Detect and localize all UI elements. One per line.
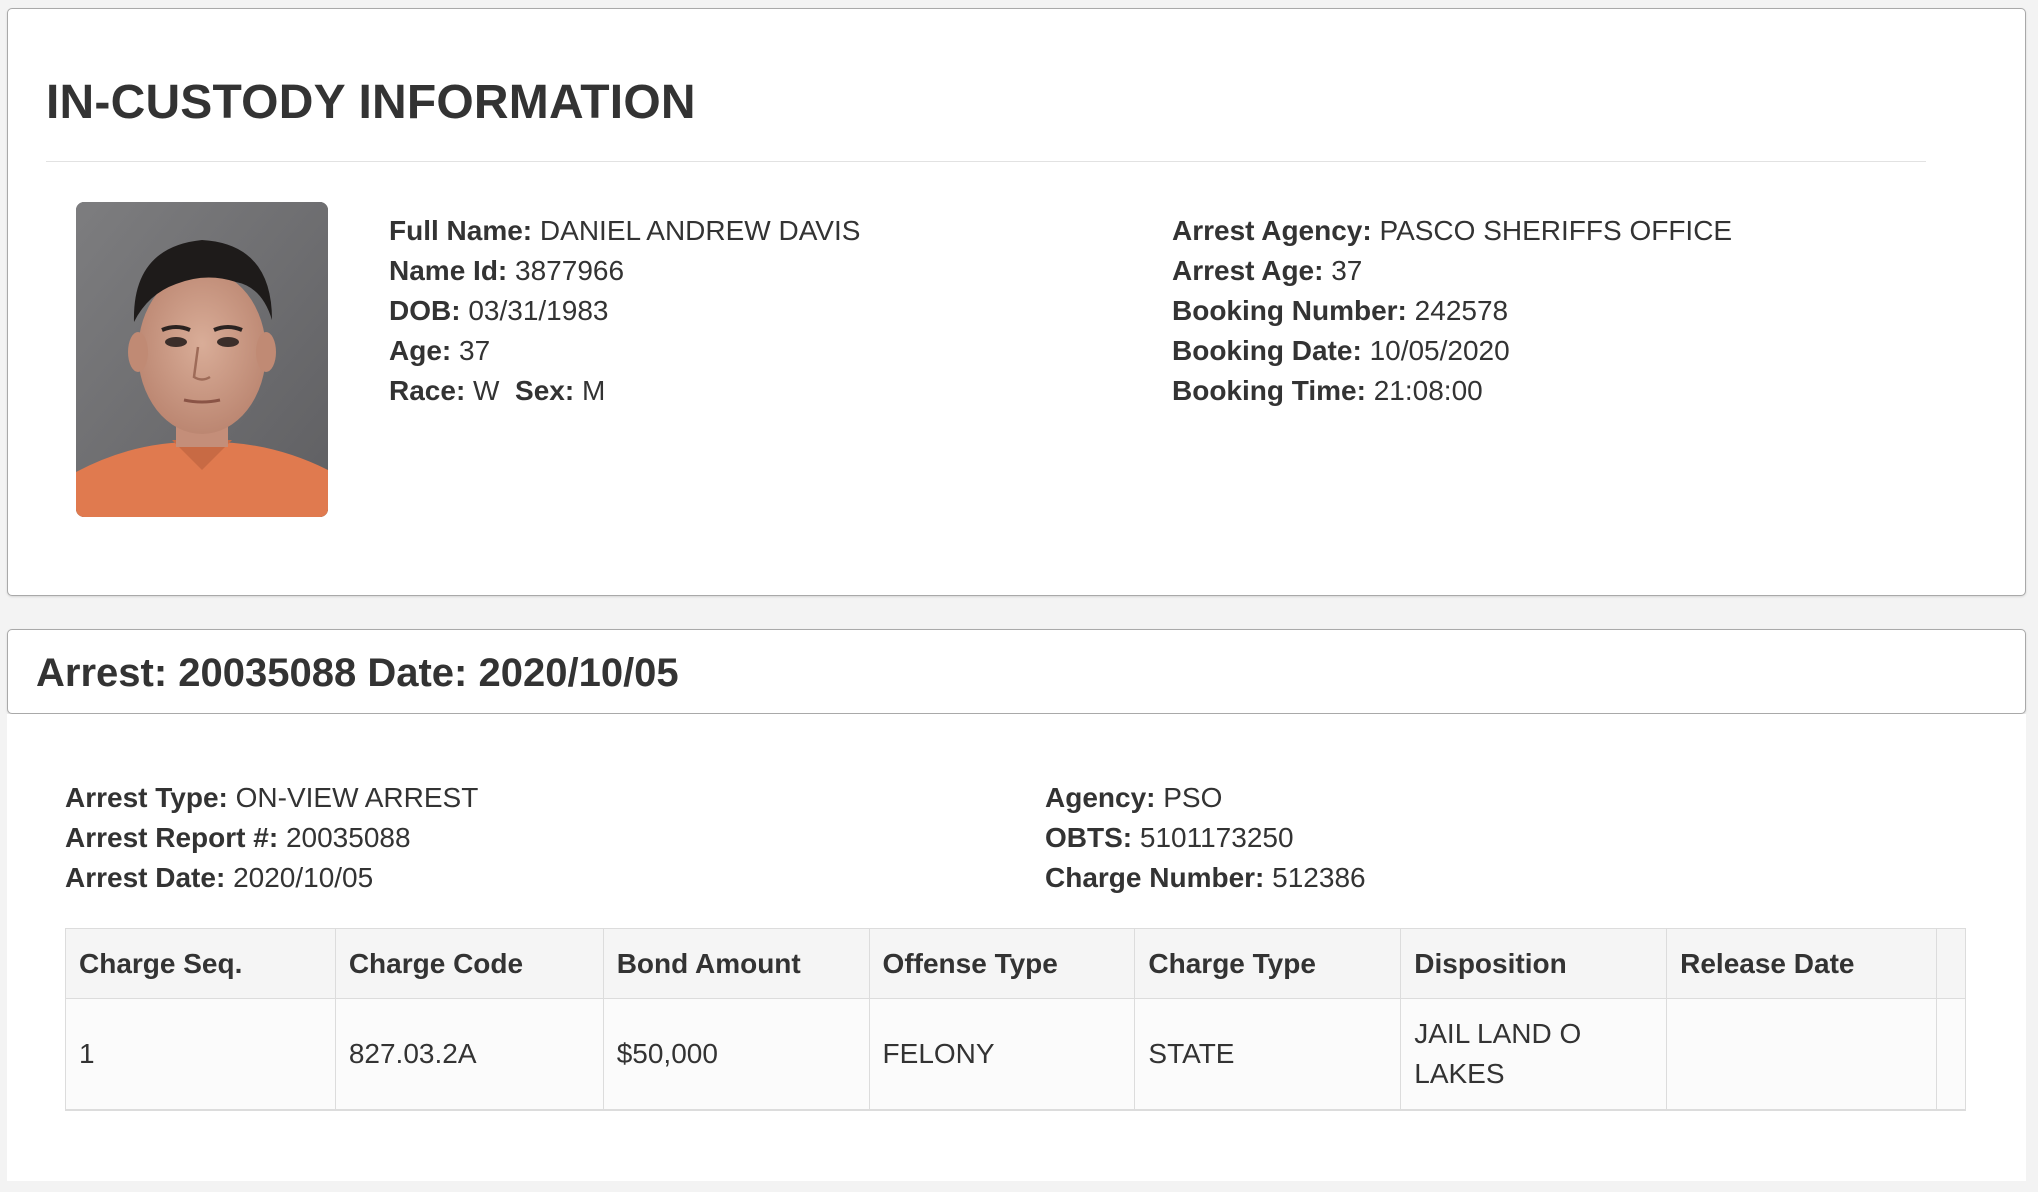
arrest-details-left — [65, 778, 478, 898]
arrest-header — [7, 629, 2026, 714]
arrest-agency-row — [1172, 211, 1732, 251]
race-sex-row — [389, 371, 860, 411]
field-value: M — [581, 375, 606, 406]
field-value: 37 — [459, 335, 491, 366]
field-label: Booking Time: — [1172, 375, 1366, 406]
field-label: Arrest Date: — [65, 862, 226, 893]
field-label: Arrest Report #: — [65, 822, 279, 853]
field-value: 37 — [1331, 255, 1363, 286]
field-label: Sex: — [515, 375, 575, 406]
cell-offense-type: FELONY — [869, 999, 1135, 1110]
field-label: Booking Date: — [1172, 335, 1362, 366]
column-header-charge-code: Charge Code — [335, 929, 603, 999]
in-custody-panel — [7, 8, 2026, 596]
arrest-report-row — [65, 818, 478, 858]
field-label: Name Id: — [389, 255, 508, 286]
field-value: ON-VIEW ARREST — [235, 782, 479, 813]
title-divider — [46, 161, 1926, 162]
field-label: OBTS: — [1045, 822, 1133, 853]
charge-number-row — [1045, 858, 1366, 898]
obts-row — [1045, 818, 1366, 858]
field-value: W — [473, 375, 500, 406]
arrest-details-panel — [7, 714, 2026, 1181]
charges-table — [65, 928, 1966, 1111]
column-header-offense-type: Offense Type — [869, 929, 1135, 999]
field-value: 20035088 — [285, 822, 411, 853]
field-value: PASCO SHERIFFS OFFICE — [1379, 215, 1733, 246]
cell-charge-code: 827.03.2A — [335, 999, 603, 1110]
field-value: 5101173250 — [1139, 822, 1294, 853]
cell-bond-amount: $50,000 — [603, 999, 869, 1110]
dob-row — [389, 291, 860, 331]
column-header-disposition: Disposition — [1401, 929, 1667, 999]
field-value: 10/05/2020 — [1369, 335, 1510, 366]
booking-details — [1172, 211, 1732, 411]
age-row — [389, 331, 860, 371]
booking-time-row — [1172, 371, 1732, 411]
arrest-age-row — [1172, 251, 1732, 291]
field-value: 21:08:00 — [1373, 375, 1483, 406]
field-value: 242578 — [1414, 295, 1509, 326]
field-label: Charge Number: — [1045, 862, 1265, 893]
column-header-charge-seq: Charge Seq. — [66, 929, 336, 999]
page-title: IN-CUSTODY INFORMATION — [46, 76, 696, 129]
field-label: Full Name: — [389, 215, 533, 246]
field-value: 2020/10/05 — [233, 862, 374, 893]
field-value: 03/31/1983 — [468, 295, 609, 326]
cell-charge-seq: 1 — [66, 999, 336, 1110]
person-details — [389, 211, 860, 411]
booking-photo — [76, 202, 328, 517]
field-label: Age: — [389, 335, 452, 366]
cell-disposition: JAIL LAND O LAKES — [1401, 999, 1667, 1110]
agency-row — [1045, 778, 1366, 818]
field-label: Arrest Age: — [1172, 255, 1324, 286]
field-value: 512386 — [1272, 862, 1366, 893]
full-name-row — [389, 211, 860, 251]
field-label: Booking Number: — [1172, 295, 1407, 326]
arrest-details-right — [1045, 778, 1366, 898]
column-header-release-date: Release Date — [1667, 929, 1937, 999]
field-label: Arrest Type: — [65, 782, 228, 813]
table-header-row — [66, 929, 1966, 999]
field-label: Arrest Agency: — [1172, 215, 1372, 246]
row-filler — [1936, 999, 1965, 1110]
column-header-charge-type: Charge Type — [1135, 929, 1401, 999]
field-value: 3877966 — [515, 255, 625, 286]
cell-release-date — [1667, 999, 1937, 1110]
booking-date-row — [1172, 331, 1732, 371]
cell-charge-type: STATE — [1135, 999, 1401, 1110]
booking-number-row — [1172, 291, 1732, 331]
arrest-date-row — [65, 858, 478, 898]
field-label: Race: — [389, 375, 466, 406]
arrest-title: Arrest: 20035088 Date: 2020/10/05 — [36, 651, 679, 695]
arrest-type-row — [65, 778, 478, 818]
field-value: DANIEL ANDREW DAVIS — [539, 215, 861, 246]
field-label: DOB: — [389, 295, 461, 326]
column-header-bond-amount: Bond Amount — [603, 929, 869, 999]
header-filler — [1936, 929, 1965, 999]
field-value: PSO — [1163, 782, 1223, 813]
field-label: Agency: — [1045, 782, 1156, 813]
name-id-row — [389, 251, 860, 291]
table-row — [66, 999, 1966, 1110]
